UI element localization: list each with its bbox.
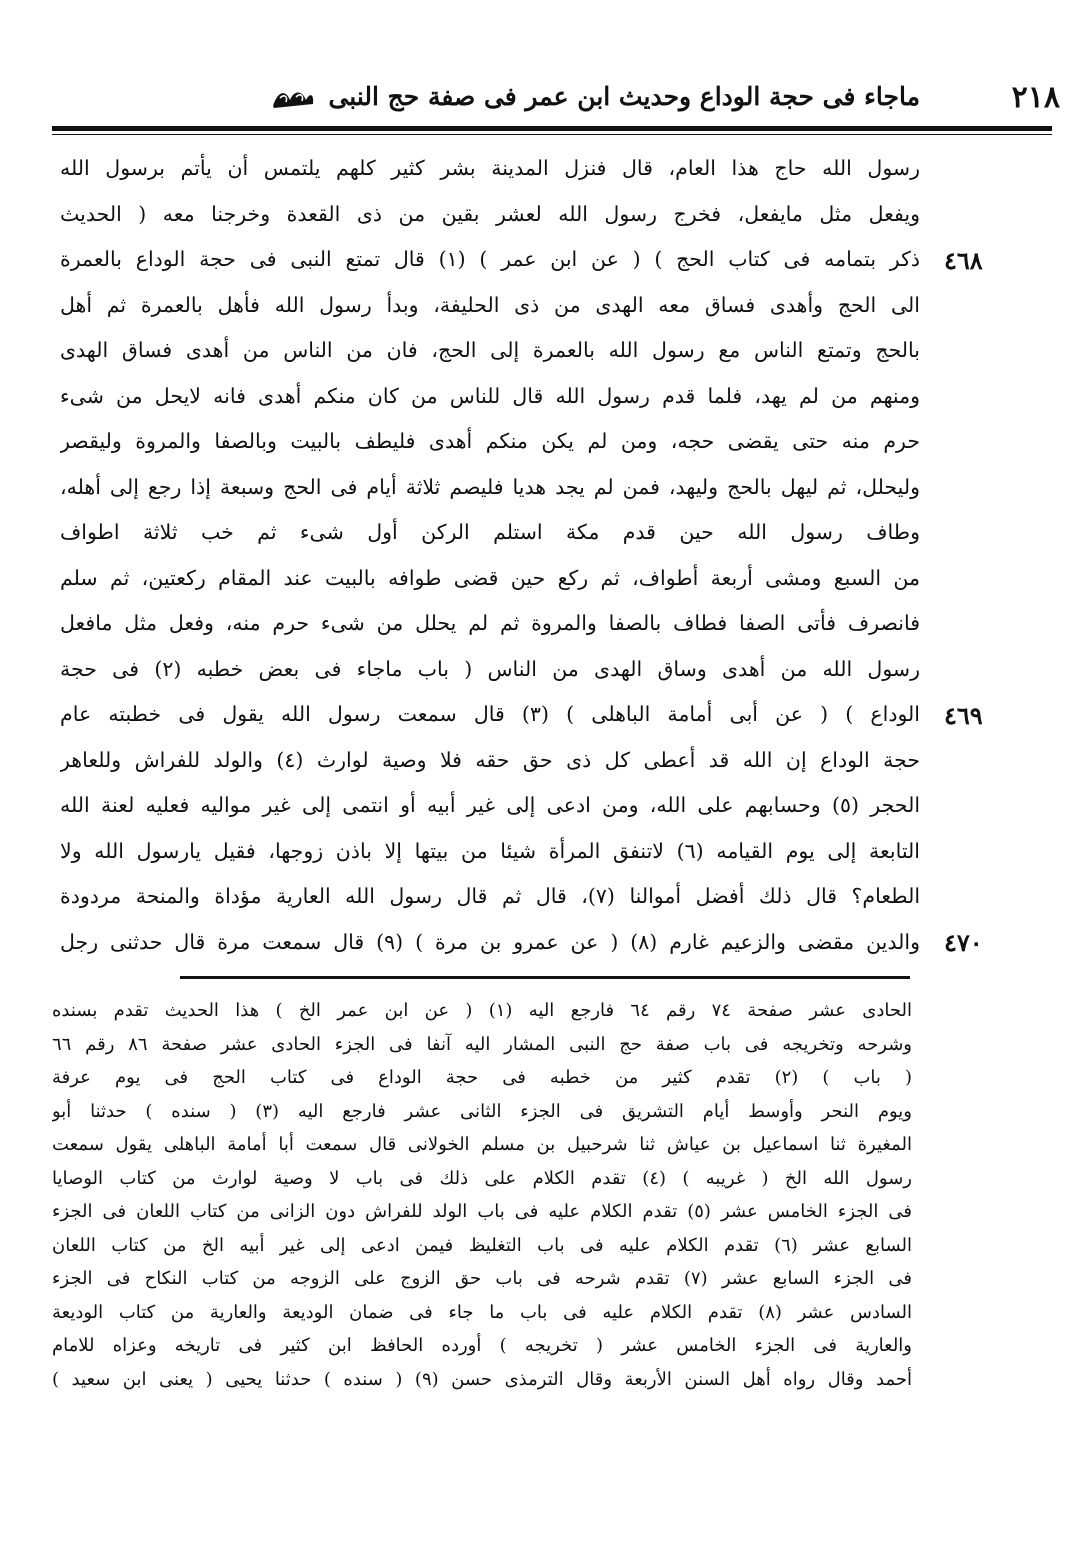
- text-line: الطعام؟ قال ذلك أفضل أموالنا (٧)، قال ثم قال رسول الله العارية مؤداة والمنحة مردودة: [60, 884, 920, 908]
- text-line: رسول الله من أهدى وساق الهدى من الناس ( باب ماجاء فى بعض خطبه (٢) فى حجة: [60, 656, 920, 681]
- footnote-line: ويوم النحر وأوسط أيام التشريق فى الجزء الثانى عشر فارجع اليه (٣) ( سنده ) حدثنا أبو: [52, 1100, 912, 1122]
- footnotes: [52, 994, 912, 1396]
- page-number: ٢١٨: [1011, 80, 1060, 115]
- footnote-line: ( باب ) (٢) تقدم كثير من خطبه فى حجة الوداع فى كتاب الحج فى يوم عرفة: [52, 1067, 912, 1088]
- footnote-line: السادس عشر (٨) تقدم الكلام عليه فى باب ما جاء فى ضمان الوديعة والعارية من كتاب الوديعة: [52, 1301, 912, 1323]
- main-text: [60, 146, 920, 965]
- text-line: الى الحج وأهدى فساق معه الهدى من ذى الحليفة، وبدأ رسول الله فأهل بالعمرة ثم أهل: [60, 292, 920, 317]
- text-line: بالحج وتمتع الناس مع رسول الله بالعمرة إلى الحج، فان من الناس من أهدى فساق الهدى: [60, 338, 920, 362]
- text-line: الوداع ) ( عن أبى أمامة الباهلى ) (٣) قال سمعت رسول الله يقول فى خطبته عام: [60, 702, 920, 726]
- running-title-text: ماجاء فى حجة الوداع وحديث ابن عمر فى صفة حج النبى: [328, 82, 920, 111]
- footnote-line: فى الجزء السابع عشر (٧) تقدم شرحه فى باب حق الزوج على الزوجه من كتاب النكاح فى الجزء: [52, 1268, 912, 1289]
- footnote-line: رسول الله الخ ( غريبه ) (٤) تقدم الكلام على ذلك فى باب لا وصية لوارث من كتاب الوصايا: [52, 1167, 912, 1189]
- hadith-number: ٤٦٨: [944, 246, 983, 275]
- text-line: من السبع ومشى أربعة أطواف، ثم ركع حين قضى طوافه بالبيت عند المقام ركعتين، ثم سلم: [60, 565, 920, 590]
- salutation-seal-icon: [270, 86, 316, 112]
- footnote-line: فى الجزء الخامس عشر (٥) تقدم الكلام عليه فى باب الولد للفراش دون الزانى من كتاب اللعان فى الجزء: [52, 1201, 912, 1222]
- header-rule-thin: [52, 134, 1052, 135]
- text-line: حرم منه حتى يقضى حجه، ومن لم يكن منكم أهدى فليطف بالبيت وبالصفا والمروة وليقصر: [60, 429, 920, 453]
- text-line: حجة الوداع إن الله قد أعطى كل ذى حق حقه فلا وصية لوارث (٤) والولد للفراش وللعاهر: [60, 747, 920, 772]
- text-line: والدين مقضى والزعيم غارم (٨) ( عن عمرو بن مرة ) (٩) قال سمعت مرة قال حدثنى رجل: [60, 929, 920, 954]
- text-line: وطاف رسول الله حين قدم مكة استلم الركن أول شىء ثم خب ثلاثة اطواف: [60, 520, 920, 544]
- text-line: التابعة إلى يوم القيامه (٦) لاتنفق المرأة شيئا من بيتها إلا باذن زوجها، فقيل يارسول الله ولا: [60, 838, 920, 863]
- text-line: ذكر بتمامه فى كتاب الحج ) ( عن ابن عمر ) (١) قال تمتع النبى فى حجة الوداع بالعمرة: [60, 247, 920, 271]
- footnote-line: وشرحه وتخريجه فى باب صفة حج النبى المشار اليه آنفا فى الجزء الحادى عشر صفحة ٨٦ رقم ٦٦: [52, 1033, 912, 1055]
- header-rule-thick: [52, 126, 1052, 131]
- text-line: رسول الله حاج هذا العام، قال فنزل المدينة بشر كثير كلهم يلتمس أن يأتم برسول الله: [60, 156, 920, 180]
- hadith-number: ٤٧٠: [944, 928, 983, 957]
- hadith-number: ٤٦٩: [944, 701, 983, 730]
- footnote-line: المغيرة ثنا اسماعيل بن عياش ثنا شرحبيل بن مسلم الخولانى قال سمعت أبا أمامة الباهلى يقول سمعت: [52, 1134, 912, 1155]
- footnote-separator: [180, 976, 910, 979]
- text-line: فانصرف فأتى الصفا فطاف بالصفا والمروة ثم لم يحلل من شىء حرم منه، وفعل مثل مافعل: [60, 611, 920, 635]
- text-line: الحجر (٥) وحسابهم على الله، ومن ادعى إلى غير أبيه أو انتمى إلى غير مواليه فعليه لعنة الله: [60, 793, 920, 817]
- page-header: [60, 72, 1060, 122]
- footnote-line: السابع عشر (٦) تقدم الكلام عليه فى باب التغليظ فيمن ادعى إلى غير أبيه الخ من كتاب اللعان: [52, 1234, 912, 1256]
- running-title: [266, 82, 920, 112]
- footnote-line: الحادى عشر صفحة ٧٤ رقم ٦٤ فارجع اليه (١) ( عن ابن عمر الخ ) هذا الحديث تقدم بسنده: [52, 1000, 912, 1021]
- footnote-line: والعارية فى الجزء الخامس عشر ( تخريجه ) أورده الحافظ ابن كثير فى تاريخه وعزاه للامام: [52, 1335, 912, 1356]
- footnote-line: أحمد وقال رواه أهل السنن الأربعة وقال الترمذى حسن (٩) ( سنده ) حدثنا يحيى ( يعنى ابن سعيد ): [52, 1368, 912, 1390]
- text-line: وليحلل، ثم ليهل بالحج وليهد، فمن لم يجد هديا فليصم ثلاثة أيام فى الحج وسبعة إذا رجع إلى أهله،: [60, 474, 920, 499]
- text-line: ويفعل مثل مايفعل، فخرج رسول الله لعشر بقين من ذى القعدة وخرجنا معه ( الحديث: [60, 201, 920, 226]
- text-line: ومنهم من لم يهد، فلما قدم رسول الله قال للناس من كان منكم أهدى فانه لايحل من شىء: [60, 383, 920, 408]
